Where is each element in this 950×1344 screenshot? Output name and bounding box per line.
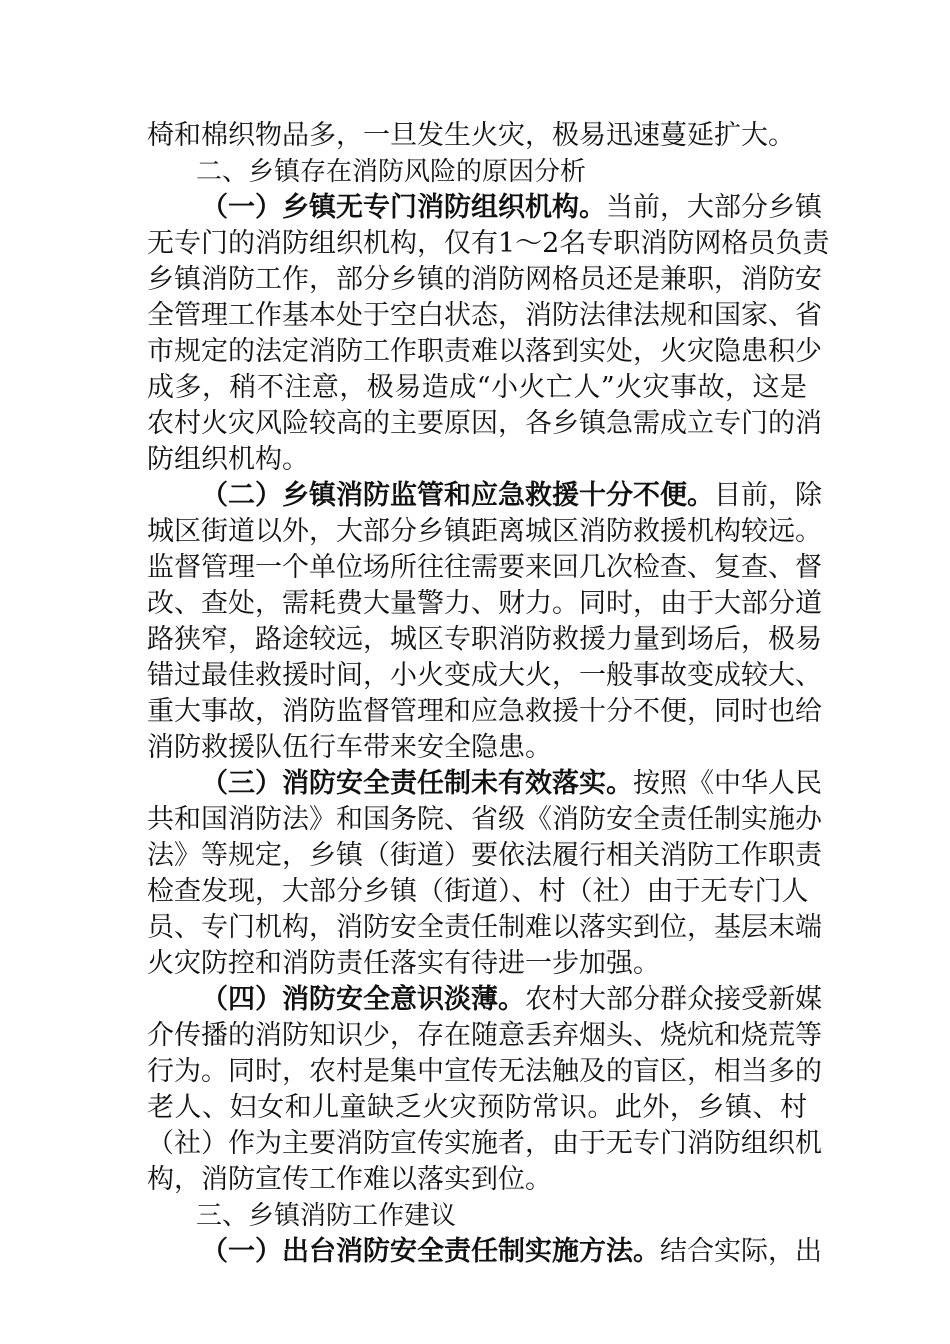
paragraph-line — [201, 190, 822, 226]
paragraph-line — [201, 766, 822, 802]
paragraph-text: 结合实际，出 — [660, 1236, 822, 1267]
subsection-title: （一）乡镇无专门消防组织机构。 — [201, 192, 606, 223]
paragraph-line: 行为。同时，农村是集中宣传无法触及的盲区，相当多的 — [147, 1056, 822, 1087]
subsection-title: （四）消防安全意识淡薄。 — [201, 984, 525, 1015]
paragraph-line — [201, 982, 822, 1018]
paragraph-line: 防组织机构。 — [147, 444, 309, 475]
paragraph-line: 介传播的消防知识少，存在随意丢弃烟头、烧炕和烧荒等 — [147, 1020, 822, 1051]
paragraph-line: 市规定的法定消防工作职责难以落到实处，火灾隐患积少 — [147, 336, 822, 367]
paragraph-line: 员、专门机构，消防安全责任制难以落实到位，基层末端 — [147, 912, 822, 943]
paragraph-line: （社）作为主要消防宣传实施者，由于无专门消防组织机 — [147, 1128, 822, 1159]
paragraph-line: 火灾防控和消防责任落实有待进一步加强。 — [147, 948, 660, 979]
paragraph-line — [201, 1234, 822, 1270]
paragraph-line: 无专门的消防组织机构，仅有1～2名专职消防网格员负责 — [147, 228, 830, 259]
paragraph-text: 目前，除 — [714, 480, 822, 511]
paragraph-text: 农村大部分群众接受新媒 — [525, 984, 822, 1015]
subsection-title: （一）出台消防安全责任制实施方法。 — [201, 1236, 660, 1267]
section-heading-2: 二、乡镇存在消防风险的原因分析 — [196, 157, 587, 187]
paragraph-line — [201, 478, 822, 514]
paragraph-line: 错过最佳救援时间，小火变成大火，一般事故变成较大、 — [147, 660, 822, 691]
paragraph-line: 检查发现，大部分乡镇（街道）、村（社）由于无专门人 — [147, 876, 809, 907]
subsection-title: （二）乡镇消防监管和应急救援十分不便。 — [201, 480, 714, 511]
paragraph-line: 椅和棉织物品多，一旦发生火灾，极易迅速蔓延扩大。 — [147, 120, 795, 151]
paragraph-line: 法》等规定，乡镇（街道）要依法履行相关消防工作职责 — [147, 840, 822, 871]
paragraph-text: 按照《中华人民 — [633, 768, 822, 799]
paragraph-line: 改、查处，需耗费大量警力、财力。同时，由于大部分道 — [147, 588, 822, 619]
paragraph-line: 消防救援队伍行车带来安全隐患。 — [147, 732, 552, 763]
paragraph-line: 监督管理一个单位场所往往需要来回几次检查、复查、督 — [147, 552, 822, 583]
subsection-title: （三）消防安全责任制未有效落实。 — [201, 768, 633, 799]
paragraph-line: 重大事故，消防监督管理和应急救援十分不便，同时也给 — [147, 696, 822, 727]
paragraph-line: 农村火灾风险较高的主要原因，各乡镇急需成立专门的消 — [147, 408, 822, 439]
paragraph-line: 路狭窄，路途较远，城区专职消防救援力量到场后，极易 — [147, 624, 822, 655]
paragraph-line: 城区街道以外，大部分乡镇距离城区消防救援机构较远。 — [147, 516, 822, 547]
paragraph-line: 乡镇消防工作，部分乡镇的消防网格员还是兼职，消防安 — [147, 264, 822, 295]
paragraph-line: 老人、妇女和儿童缺乏火灾预防常识。此外，乡镇、村 — [147, 1092, 807, 1123]
paragraph-line: 构，消防宣传工作难以落实到位。 — [147, 1164, 552, 1195]
paragraph-line: 共和国消防法》和国务院、省级《消防安全责任制实施办 — [147, 804, 822, 835]
section-heading-3: 三、乡镇消防工作建议 — [196, 1201, 457, 1231]
paragraph-line: 全管理工作基本处于空白状态，消防法律法规和国家、省 — [147, 300, 822, 331]
paragraph-line: 成多，稍不注意，极易造成“小火亡人”火灾事故，这是 — [147, 372, 807, 403]
paragraph-text: 当前，大部分乡镇 — [606, 192, 822, 223]
